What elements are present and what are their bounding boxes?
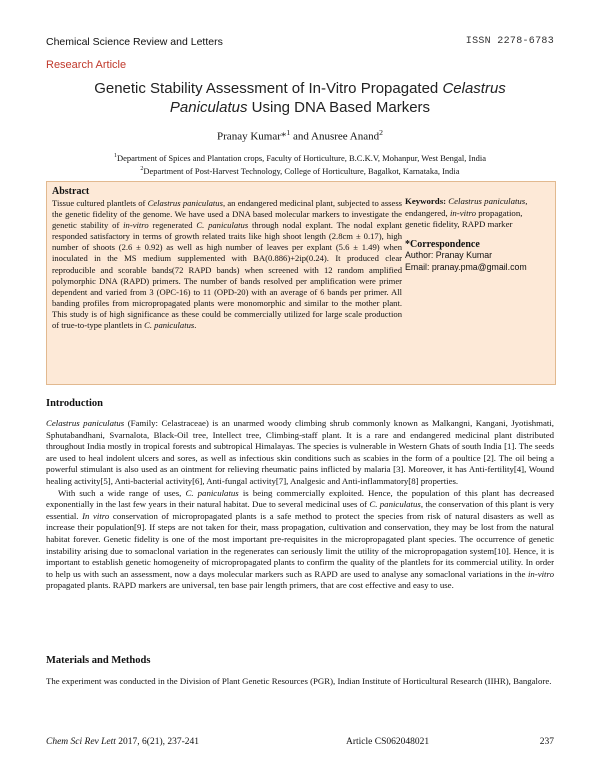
abstract-box <box>46 181 556 385</box>
introduction-body <box>46 418 554 592</box>
correspondence-author: Author: Pranay Kumar <box>405 250 493 260</box>
affiliation-1: $^1$Department of Spices and Plantation crops, Faculty of Horticulture, B.C.K.V, Mohanpur, West Bengal, India <box>113 152 487 163</box>
citation: Chem Sci Rev Lett 2017, 6(21), 237-241 <box>46 737 200 747</box>
author-2: Anusree Anand <box>311 130 380 143</box>
methods-paragraph: The experiment was conducted in the Division of Plant Genetic Resources (PGR), Indian Institute of Horticultural Research (IIHR), Bangalore. <box>46 676 552 686</box>
keywords: Keywords: Celastrus paniculatus, endangered, in-vitro propagation, genetic fidelity, RAPD marker <box>405 196 528 229</box>
journal-name: Chemical Science Review and Letters <box>46 36 223 48</box>
introduction-heading: Introduction <box>46 398 103 409</box>
page-number: 237 <box>539 737 554 747</box>
abstract-sidebar <box>405 196 550 273</box>
affiliation-2: $^2$Department of Post-Harvest Technology, College of Horticulture, Bagalkot, Karnataka, India <box>140 165 460 176</box>
correspondence-email[interactable]: Email: pranay.pma@gmail.com <box>405 261 527 272</box>
article-type: Research Article <box>46 59 127 71</box>
authors: Pranay Kumar*$^1$ and Anusree Anand$^2$ <box>217 128 383 143</box>
correspondence: *Correspondence Author: Pranay Kumar Email: pranay.pma@gmail.com <box>405 239 550 274</box>
paper-title: Genetic Stability Assessment of In-Vitro Propagated Celastrus Paniculatus Using DNA Based Markers <box>94 80 506 116</box>
issn: ISSN 2278-6783 <box>465 36 554 47</box>
intro-paragraph-1: Celastrus paniculatus (Family: Celastraceae) is an unarmed woody climbing shrub commonly known as Malkangni, Kangani, Jyotishmati, Sphutabandhani, Svarnalota, Black-Oil tree, Intellect tree, Climbing-staff plant. It is a rare and endangered medicinal plant distributed throughout India mostly in tropical forests and subtropical Himalayas. The species is vulnerable in Western Ghats of south India [1]. The seeds are used to heal indolent ulcers and sores, as well as infectious skin conditions such as scabies in the form of a poultice [2]. The oil being a powerful stimulant is also used as an ointment for relieving rheumatic pains inflicted by malaria [3]. Moreover, it has Anti-fertility[4], Wound healing activity[5], Anti-bacterial activity[6], Anti-fungal activity[7], Analgesic and Anti-inflammatory[8] properties. <box>46 418 554 486</box>
article-id: Article CS062048021 <box>346 737 430 747</box>
abstract: Abstract Tissue cultured plantlets of Celastrus paniculatus, an endangered medicinal plant, subjected to assess the genetic fidelity of the genome. We have used a DNA based molecular markers to investigate the genetic stability of in-vitro regenerated C. paniculatus through nodal explant. The nodal explant responded satisfactory in terms of growth related traits like high shoot length (2.8cm ± 0.17), high number of shoots (2.6 ± 0.92) as well as high number of leaves per explant (5.6 ± 1.49) when inoculated in the MS medium supplemented with BA(0.886)+2ip(0.24). It produced clear reproducible and scorable bands(72 RAPD bands) when screened with 12 random amplified polymorphic DNA (RAPD) primers. The number of bands resolved per amplification were primer dependent and varied from 3 (OPC-16) to 11 (OPD-20) with an average of 6 bands per primer. All banding profiles from micropropagated plants were monomorphic and similar to the mother plant. This study is of high significance as these could be commercially utilized for large scale production of true-to-type plantlets in C. paniculatus. <box>52 186 403 331</box>
intro-paragraph-2: With such a wide range of uses, C. paniculatus is being commercially exploited. Hence, the population of this plant has decreased exponentially in the last few years in their natural habitat. Due to several medicinal uses of C. paniculatus, the conservation of this plant is very essential. In vitro conservation of micropropagated plants is a safe method to protect the species from risk of natural disasters as well as increase their population[9]. If steps are not taken for their, mass propagation, cultivation and conservation, they may be lost from the natural habitat forever. Genetic fidelity is one of the most important pre-requisites in the micropropagated plant species. The occurrence of genetic instability arising due to somaclonal variation in the regenerates can seriously limit the utility of the micropropagation system[10]. Hence, it is important to establish genetic homogeneity of micropropagated plants to confirm the quality of the plantlets for its commercial utility. In order to help us with such an assessment, now a days molecular markers such as RAPD are used to analyse any somaclonal variations in the in-vitro propagated plants. RAPD markers are universal, ten base pair length primers, that are cost effective and easy to use. <box>46 487 554 591</box>
affiliations <box>0 151 600 177</box>
methods-heading: Materials and Methods <box>46 655 151 666</box>
author-1: Pranay Kumar* <box>217 130 287 143</box>
abstract-heading: Abstract <box>52 186 90 197</box>
